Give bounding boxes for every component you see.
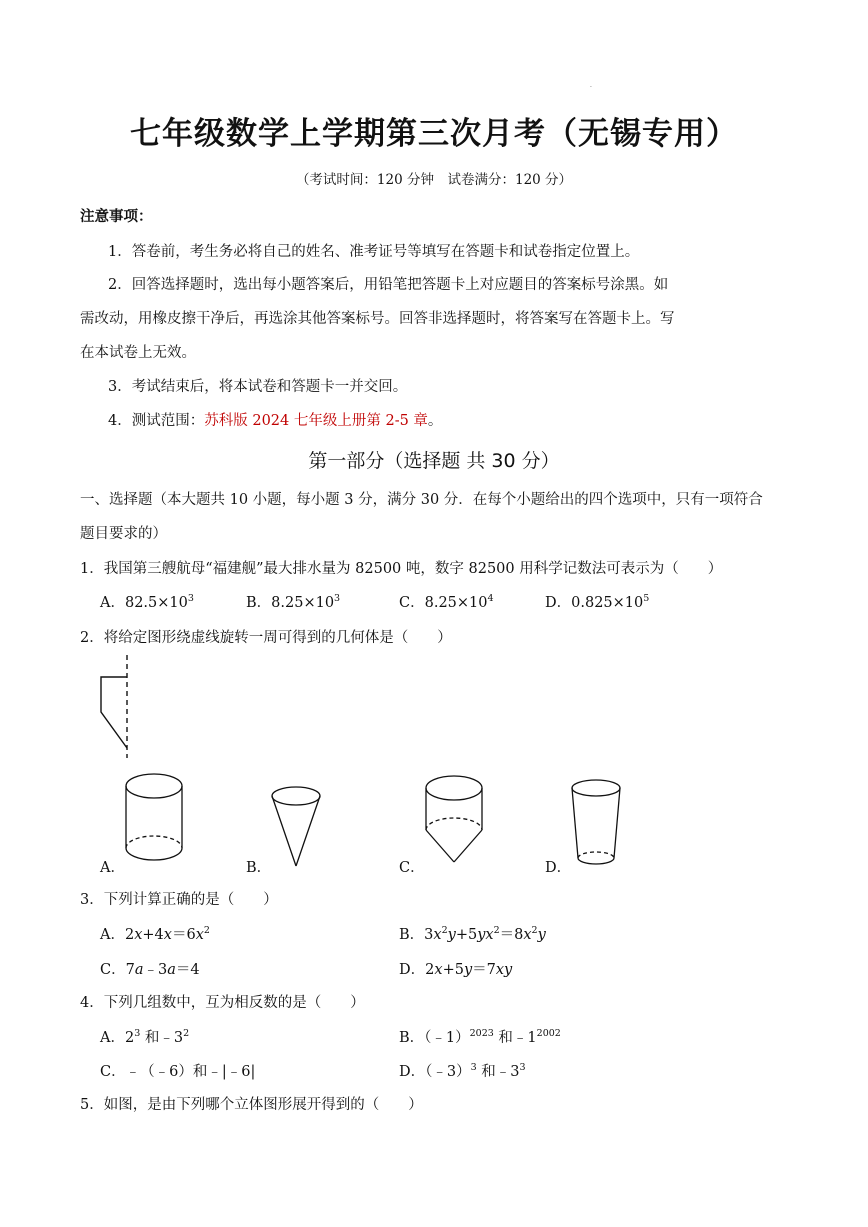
cone-figure [265,782,327,870]
question-1-option-b: B．$8.25\times 10^3$ [246,593,341,611]
part-one-heading: 第一部分（选择题 共 30 分） [308,450,560,472]
cylinder-figure [118,768,190,866]
question-1-option-a: A．$82.5\times 10^3$ [100,593,194,611]
cylinder-with-cone-figure [418,770,490,868]
question-4-option-a: A．$2^3$ 和$﹣3^2$ [100,1028,190,1046]
question-3-stem: 3．下列计算正确的是（ ） [80,892,278,908]
question-1-stem: 1．我国第三艘航母“福建舰”最大排水量为 82500 吨，数字 82500 用科学记数法可表示为（ ） [80,561,723,577]
notice-item-2-line-2: 需改动，用橡皮擦干净后，再选涂其他答案标号。回答非选择题时，将答案写在答题卡上。写 [80,311,675,327]
question-1-option-c: C．$8.25\times 10^4$ [399,593,494,611]
frustum-cup-figure [565,776,627,870]
notice-item-4-suffix: 。 [427,413,443,429]
part-one-instruction-line-1: 一、选择题（本大题共 10 小题，每小题 3 分，满分 30 分．在每个小题给出的四个选项中，只有一项符合 [80,492,763,508]
question-2-option-b: B． [246,860,272,876]
page-mark: · [590,84,592,91]
question-3-option-b: B．$3x^2y+5yx^2=8x^2y$ [399,925,546,943]
notice-item-2-line-1: 2．回答选择题时，选出每小题答案后，用铅笔把答题卡上对应题目的答案标号涂黑。如 [108,277,669,293]
notice-item-2-line-3: 在本试卷上无效。 [80,345,196,361]
question-3-option-a: A．$2x+4x=6x^2$ [100,925,210,943]
question-2-stem: 2．将给定图形绕虚线旋转一周可得到的几何体是（ ） [80,630,452,646]
page-title: 七年级数学上学期第三次月考（无锡专用） [130,116,738,152]
question-4-stem: 4．下列几组数中，互为相反数的是（ ） [80,995,365,1011]
notice-heading: 注意事项： [80,208,153,225]
question-2-option-d: D． [545,860,572,876]
notice-item-1: 1．答卷前，考生务必将自己的姓名、准考证号等填写在答题卡和试卷指定位置上。 [108,244,640,260]
test-scope: 苏科版 2024 七年级上册第 2-5 章 [204,413,428,429]
question-4-option-c: C．﹣（﹣6）和﹣|﹣6| [100,1064,256,1080]
question-1-option-d: D．$0.825\times 10^5$ [545,593,650,611]
notice-item-4-prefix: 4．测试范围： [108,413,205,429]
question-3-option-d: D．2x+5y＝7xy [399,962,513,978]
question-4-option-d: D．（﹣3）$^3$ 和$﹣3^3$ [399,1062,526,1080]
notice-item-4 [108,409,442,430]
question-3-option-c: C．7a﹣3a＝4 [100,962,200,978]
question-4-option-b: B．（﹣1）$^{2023}$ 和$﹣1^{2002}$ [399,1028,561,1046]
notice-item-3: 3．考试结束后，将本试卷和答题卡一并交回。 [108,379,408,395]
part-one-instruction-line-2: 题目要求的） [80,526,167,542]
page-subtitle: （考试时间：120 分钟 试卷满分：120 分） [295,172,573,188]
question-2-option-c: C． [399,860,425,876]
question-5-stem: 5．如图，是由下列哪个立体图形展开得到的（ ） [80,1097,423,1113]
question-2-option-a: A． [100,860,125,876]
rotation-figure [90,652,140,762]
